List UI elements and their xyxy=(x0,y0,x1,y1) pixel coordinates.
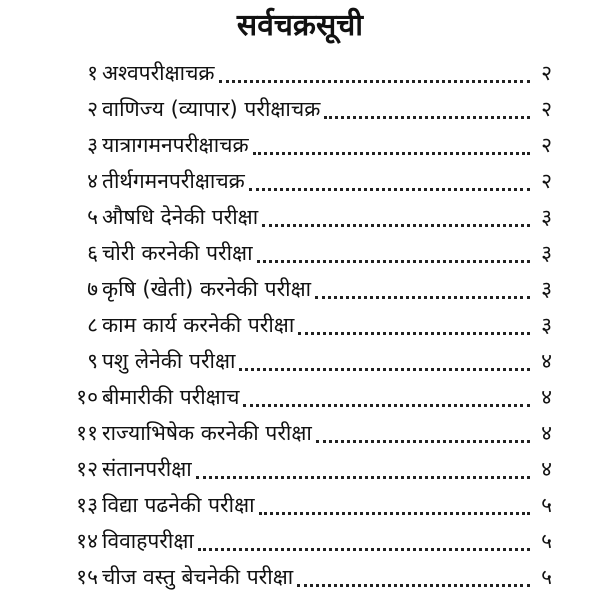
entry-number: ५ xyxy=(87,205,98,229)
toc-entry xyxy=(102,198,552,236)
entry-page-number: ५ xyxy=(541,493,552,517)
entry-page-number: ५ xyxy=(541,529,552,553)
toc-row xyxy=(0,378,600,416)
dot-leader xyxy=(315,295,530,299)
toc-entry xyxy=(102,270,552,308)
toc-row xyxy=(0,54,600,92)
dot-leader xyxy=(324,115,530,119)
entry-page-number: २ xyxy=(541,61,552,85)
toc-entry xyxy=(102,234,552,272)
entry-page-number: ४ xyxy=(541,349,552,373)
toc-row xyxy=(0,90,600,128)
toc-row xyxy=(0,486,600,524)
toc-entry xyxy=(102,90,552,128)
entry-label: विवाहपरीक्षा xyxy=(102,529,194,553)
entry-label: चीज वस्तु बेचनेकी परीक्षा xyxy=(102,565,294,589)
entry-label: तीर्थगमनपरीक्षाचक्र xyxy=(102,169,245,193)
toc-entry xyxy=(102,378,552,416)
entry-number: ६ xyxy=(87,241,98,265)
dot-leader xyxy=(219,79,530,83)
dot-leader xyxy=(257,259,530,263)
entry-label: कृषि (खेती) करनेकी परीक्षा xyxy=(102,277,312,301)
entry-number: १० xyxy=(76,385,98,409)
toc-row xyxy=(0,126,600,164)
entry-label: पशु लेनेकी परीक्षा xyxy=(102,349,236,373)
entry-label: अश्वपरीक्षाचक्र xyxy=(102,61,215,85)
dot-leader xyxy=(239,367,530,371)
entry-page-number: २ xyxy=(541,169,552,193)
toc-row xyxy=(0,342,600,380)
entry-number: ८ xyxy=(87,313,98,337)
dot-leader xyxy=(262,223,530,227)
toc-entry xyxy=(102,126,552,164)
entry-number: १ xyxy=(87,61,98,85)
dot-leader xyxy=(297,583,530,587)
entry-number: ४ xyxy=(87,169,98,193)
entry-label: यात्रागमनपरीक्षाचक्र xyxy=(102,133,249,157)
entry-label: काम कार्य करनेकी परीक्षा xyxy=(102,313,295,337)
entry-label: औषधि देनेकी परीक्षा xyxy=(102,205,259,229)
entry-page-number: ४ xyxy=(541,457,552,481)
toc-entry xyxy=(102,162,552,200)
entry-number: ९ xyxy=(87,349,98,373)
entry-page-number: ५ xyxy=(541,565,552,589)
toc-entry xyxy=(102,342,552,380)
toc-entry xyxy=(102,306,552,344)
dot-leader xyxy=(243,403,530,407)
entry-number: १४ xyxy=(76,529,98,553)
toc-row xyxy=(0,306,600,344)
entry-number: ११ xyxy=(76,421,98,445)
toc-entry xyxy=(102,54,552,92)
dot-leader xyxy=(249,187,530,191)
entry-page-number: ४ xyxy=(541,421,552,445)
entry-number: १३ xyxy=(76,493,98,517)
dot-leader xyxy=(196,475,530,479)
entry-label: विद्या पढनेकी परीक्षा xyxy=(102,493,255,517)
entry-label: चोरी करनेकी परीक्षा xyxy=(102,241,253,265)
toc-row xyxy=(0,558,600,596)
entry-label: बीमारीकी परीक्षाच xyxy=(102,385,240,409)
page-title: सर्वचक्रसूची xyxy=(236,8,364,43)
toc-entry xyxy=(102,522,552,560)
toc-entry xyxy=(102,486,552,524)
toc-entry xyxy=(102,414,552,452)
toc-row xyxy=(0,162,600,200)
entry-page-number: ३ xyxy=(541,241,552,265)
entry-label: राज्याभिषेक करनेकी परीक्षा xyxy=(102,421,312,445)
dot-leader xyxy=(259,511,530,515)
entry-page-number: ३ xyxy=(541,205,552,229)
entry-page-number: ४ xyxy=(541,385,552,409)
toc-row xyxy=(0,270,600,308)
dot-leader xyxy=(253,151,530,155)
entry-label: वाणिज्य (व्यापार) परीक्षाचक्र xyxy=(102,97,321,121)
entry-label: संतानपरीक्षा xyxy=(102,457,192,481)
entry-number: २ xyxy=(87,97,98,121)
dot-leader xyxy=(198,547,530,551)
entry-number: १५ xyxy=(76,565,98,589)
entry-page-number: ३ xyxy=(541,277,552,301)
toc-row xyxy=(0,414,600,452)
dot-leader xyxy=(298,331,530,335)
entry-number: ७ xyxy=(87,277,98,301)
toc-entry xyxy=(102,558,552,596)
entry-number: १२ xyxy=(76,457,98,481)
dot-leader xyxy=(316,439,530,443)
entry-number: ३ xyxy=(87,133,98,157)
toc-row xyxy=(0,450,600,488)
entry-page-number: ३ xyxy=(541,313,552,337)
entry-page-number: २ xyxy=(541,97,552,121)
entry-page-number: २ xyxy=(541,133,552,157)
toc-row xyxy=(0,198,600,236)
toc-row xyxy=(0,522,600,560)
toc-row xyxy=(0,234,600,272)
toc-entry xyxy=(102,450,552,488)
